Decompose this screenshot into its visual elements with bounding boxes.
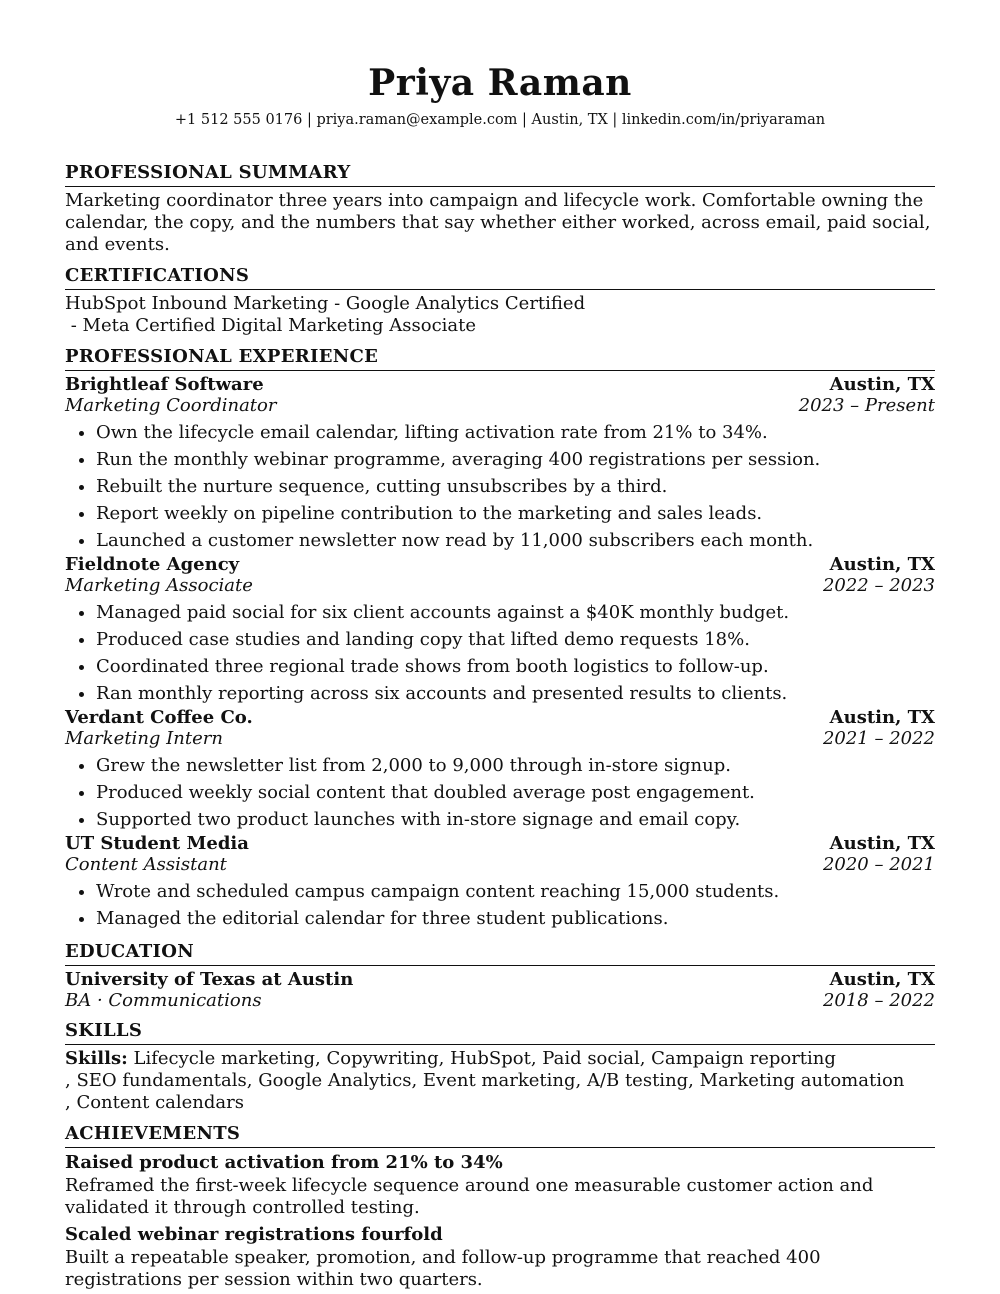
skills-list: , Content calendars	[65, 1092, 244, 1113]
job-location: Austin, TX	[829, 833, 935, 854]
education-section	[65, 940, 935, 1011]
bullet-item: • Launched a customer newsletter now read by 11,000 subscribers each month.	[96, 527, 935, 554]
job-subheader	[65, 575, 935, 596]
bullet-item: • Managed paid social for six client accounts against a $40K monthly budget.	[96, 599, 935, 626]
job-subheader	[65, 395, 935, 416]
education-subheader	[65, 990, 935, 1011]
certifications-section	[65, 264, 935, 337]
achievements-section	[65, 1122, 935, 1291]
job-bullets	[65, 419, 935, 554]
job-company: UT Student Media	[65, 833, 249, 854]
bullet-item: • Grew the newsletter list from 2,000 to 9,000 through in-store signup.	[96, 752, 935, 779]
job-location: Austin, TX	[829, 707, 935, 728]
achievement-text: Built a repeatable speaker, promotion, and follow-up programme that reached 400 registrations per session within two quarters.	[65, 1247, 821, 1290]
job-location: Austin, TX	[829, 554, 935, 575]
section-heading-achievements: ACHIEVEMENTS	[65, 1122, 935, 1148]
job-location: Austin, TX	[829, 374, 935, 395]
bullet-item: • Ran monthly reporting across six accounts and presented results to clients.	[96, 680, 935, 707]
bullet-item: • Supported two product launches with in-store signage and email copy.	[96, 806, 935, 833]
experience-section	[65, 345, 935, 932]
job-title: Marketing Associate	[65, 575, 253, 596]
job-entry	[65, 374, 935, 554]
skills-line	[65, 1048, 935, 1070]
section-heading-experience: PROFESSIONAL EXPERIENCE	[65, 345, 935, 371]
section-heading-certifications: CERTIFICATIONS	[65, 264, 935, 290]
job-bullets	[65, 878, 935, 932]
job-header	[65, 833, 935, 854]
job-subheader	[65, 728, 935, 749]
job-company: Verdant Coffee Co.	[65, 707, 253, 728]
skills-label: Skills:	[65, 1048, 128, 1069]
job-bullets	[65, 599, 935, 707]
bullet-item: • Coordinated three regional trade shows from booth logistics to follow-up.	[96, 653, 935, 680]
school-location: Austin, TX	[829, 969, 935, 990]
summary-text: Marketing coordinator three years into campaign and lifecycle work. Comfortable owning the calendar, the copy, and the numbers that say whether either worked, across email, paid social, and events.	[65, 190, 931, 255]
job-bullets	[65, 752, 935, 833]
achievement-text: Reframed the first-week lifecycle sequence around one measurable customer action and validated it through controlled testing.	[65, 1175, 874, 1218]
section-heading-summary: PROFESSIONAL SUMMARY	[65, 161, 935, 187]
job-entry	[65, 833, 935, 932]
education-header	[65, 969, 935, 990]
candidate-name: Priya Raman	[368, 62, 632, 104]
bullet-item: • Run the monthly webinar programme, averaging 400 registrations per session.	[96, 446, 935, 473]
bullet-item: • Own the lifecycle email calendar, lifting activation rate from 21% to 34%.	[96, 419, 935, 446]
job-company: Brightleaf Software	[65, 374, 264, 395]
job-subheader	[65, 854, 935, 875]
bullet-item: • Wrote and scheduled campus campaign content reaching 15,000 students.	[96, 878, 935, 905]
job-company: Fieldnote Agency	[65, 554, 240, 575]
bullet-item: • Report weekly on pipeline contribution to the marketing and sales leads.	[96, 500, 935, 527]
job-title: Marketing Intern	[65, 728, 223, 749]
job-entry	[65, 554, 935, 707]
skills-list: Lifecycle marketing, Copywriting, HubSpot, Paid social, Campaign reporting	[127, 1048, 836, 1069]
job-entry	[65, 707, 935, 833]
bullet-item: • Produced weekly social content that doubled average post engagement.	[96, 779, 935, 806]
bullet-item: • Managed the editorial calendar for three student publications.	[96, 905, 935, 932]
achievement-title: Raised product activation from 21% to 34%	[65, 1152, 503, 1173]
job-header	[65, 554, 935, 575]
job-dates: 2022 – 2023	[822, 575, 935, 596]
job-title: Content Assistant	[65, 854, 227, 875]
skills-section	[65, 1019, 935, 1114]
job-dates: 2021 – 2022	[822, 728, 935, 749]
school-name: University of Texas at Austin	[65, 969, 354, 990]
section-heading-education: EDUCATION	[65, 940, 935, 966]
summary-section	[65, 161, 935, 256]
job-dates: 2020 – 2021	[822, 854, 935, 875]
certifications-line: HubSpot Inbound Marketing - Google Analytics Certified	[65, 293, 586, 314]
job-header	[65, 374, 935, 395]
job-header	[65, 707, 935, 728]
degree: BA · Communications	[65, 990, 262, 1011]
achievement-title: Scaled webinar registrations fourfold	[65, 1224, 443, 1245]
bullet-item: • Produced case studies and landing copy that lifted demo requests 18%.	[96, 626, 935, 653]
section-heading-skills: SKILLS	[65, 1019, 935, 1045]
skills-list: , SEO fundamentals, Google Analytics, Event marketing, A/B testing, Marketing automation	[65, 1070, 905, 1091]
education-dates: 2018 – 2022	[822, 990, 935, 1011]
certifications-line: - Meta Certified Digital Marketing Associate	[65, 315, 477, 336]
bullet-item: • Rebuilt the nurture sequence, cutting unsubscribes by a third.	[96, 473, 935, 500]
job-title: Marketing Coordinator	[65, 395, 277, 416]
job-dates: 2023 – Present	[798, 395, 935, 416]
contact-line: +1 512 555 0176 | priya.raman@example.com | Austin, TX | linkedin.com/in/priyaraman	[174, 112, 826, 128]
